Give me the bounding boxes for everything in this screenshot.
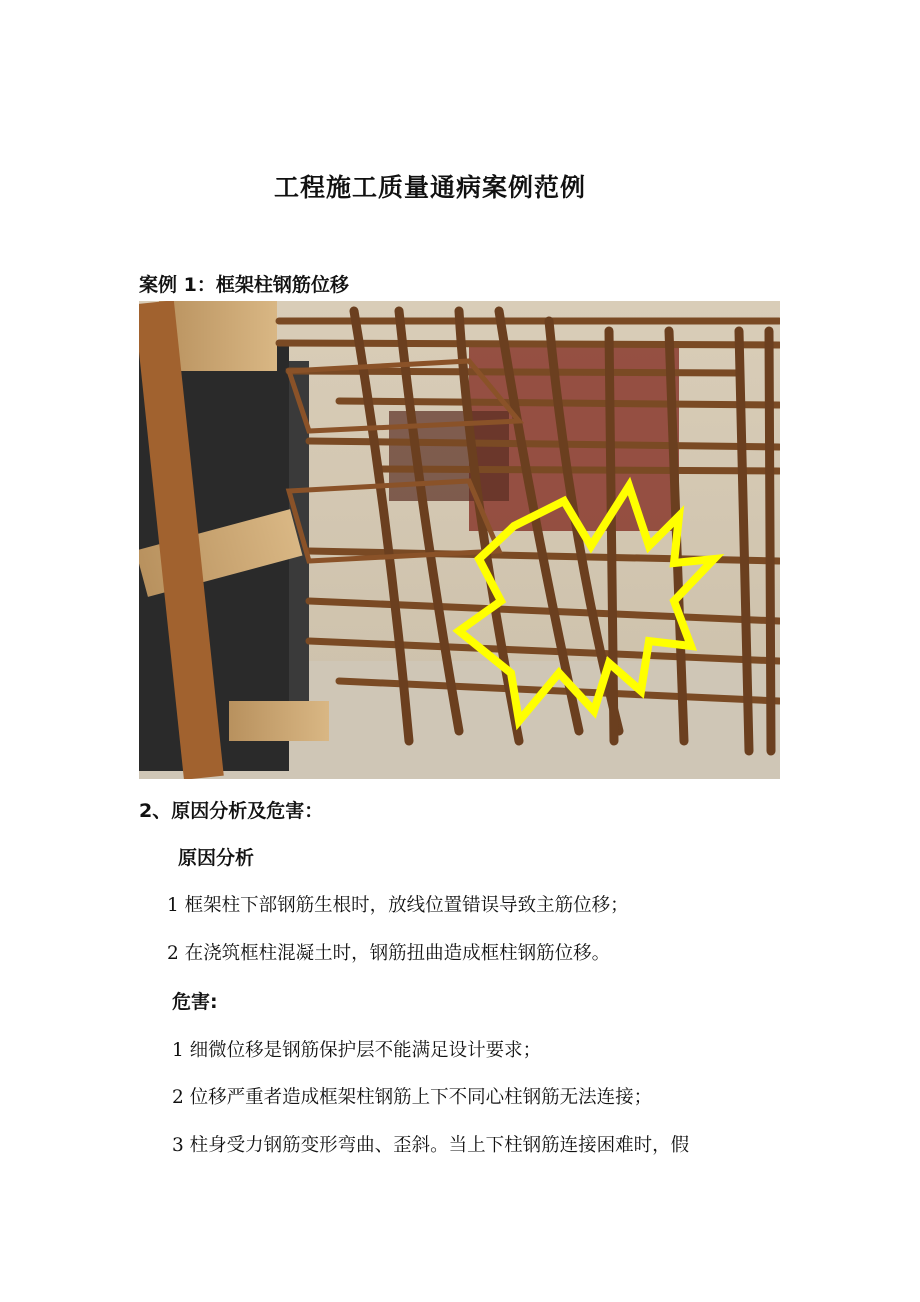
section-heading: 2、原因分析及危害： — [139, 800, 324, 822]
harm-heading: 危害: — [172, 991, 218, 1013]
cause-item-2: 2 在浇筑框柱混凝土时，钢筋扭曲造成框柱钢筋位移。 — [167, 943, 611, 964]
cause-item-1: 1 框架柱下部钢筋生根时，放线位置错误导致主筋位移； — [167, 895, 629, 916]
document-title: 工程施工质量通病案例范例 — [273, 173, 586, 202]
construction-photo — [139, 301, 780, 779]
harm-item-1: 1 细微位移是钢筋保护层不能满足设计要求； — [172, 1040, 542, 1061]
case-heading: 案例 1：框架柱钢筋位移 — [139, 274, 349, 296]
harm-item-2: 2 位移严重者造成框架柱钢筋上下不同心柱钢筋无法连接； — [172, 1087, 653, 1108]
cause-heading: 原因分析 — [178, 847, 255, 869]
harm-item-3: 3 柱身受力钢筋变形弯曲、歪斜。当上下柱钢筋连接困难时，假 — [172, 1135, 690, 1156]
